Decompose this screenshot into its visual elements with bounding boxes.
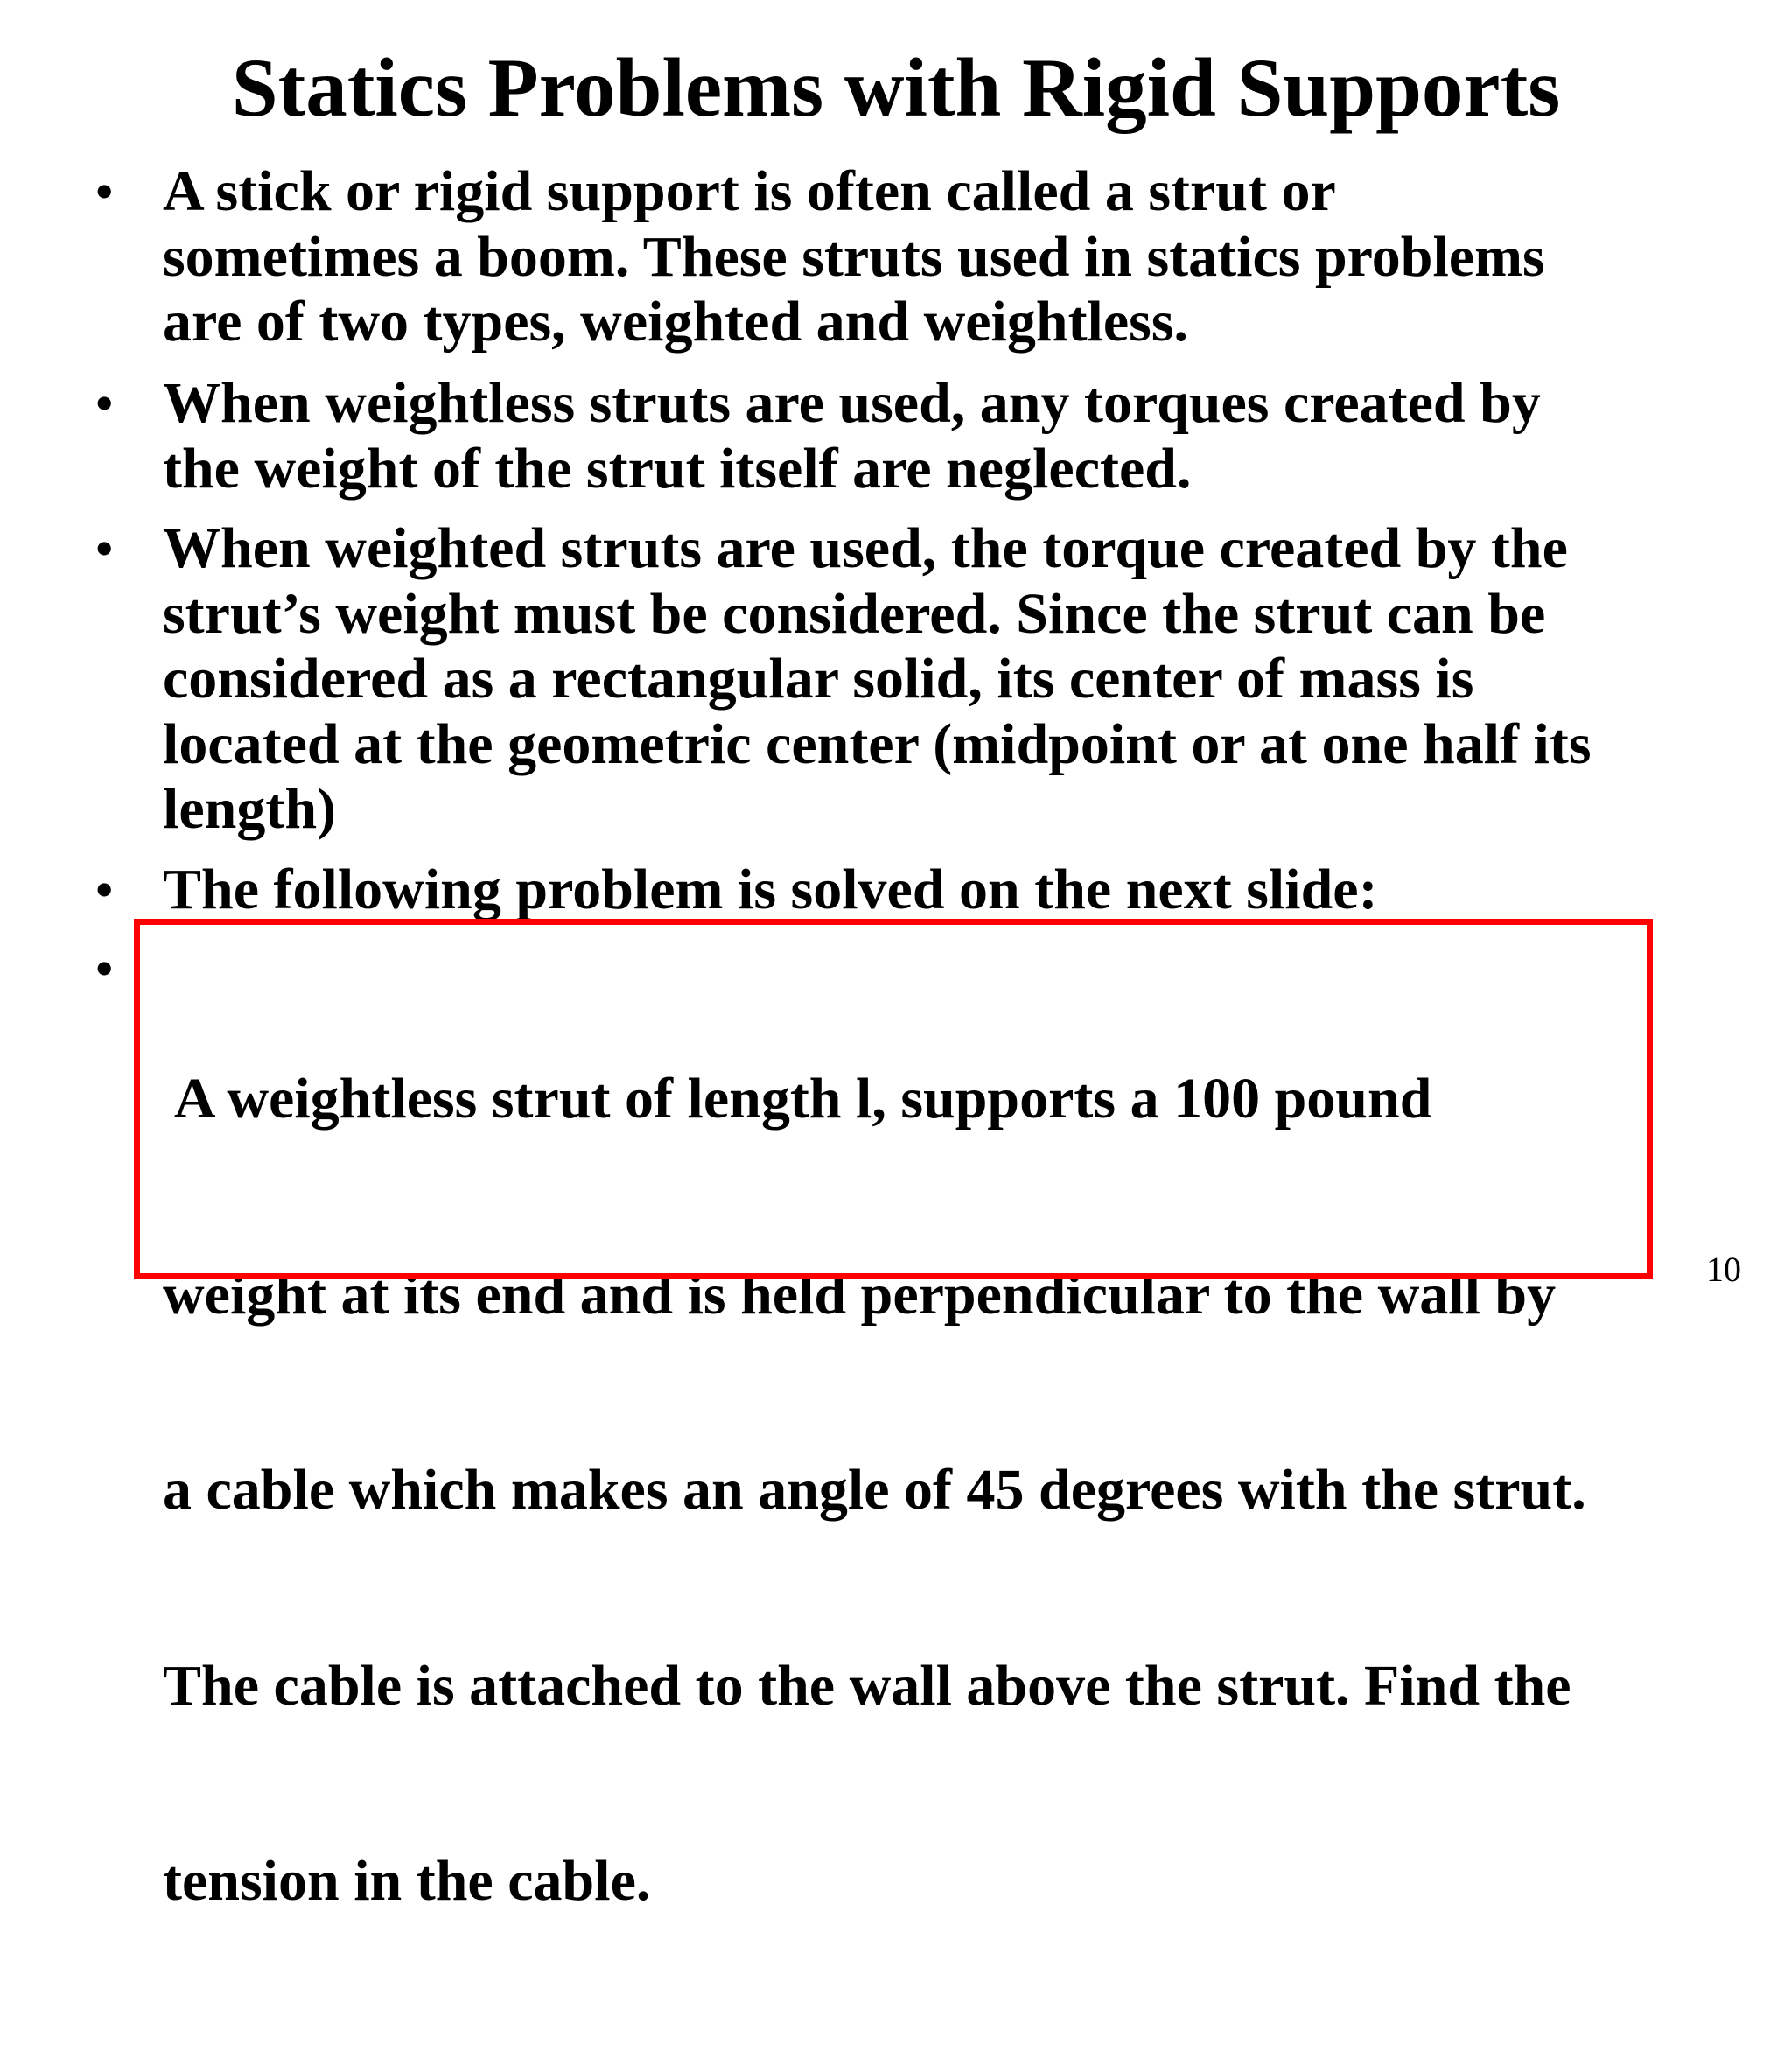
bullet-line: When weighted struts are used, the torque created by the xyxy=(163,516,1568,580)
bullet-icon: • xyxy=(94,372,115,434)
slide-title: Statics Problems with Rigid Supports xyxy=(231,41,1561,134)
bullet-line: tension in the cable. xyxy=(163,1849,651,1913)
bullet-line: the weight of the strut itself are neglected. xyxy=(163,436,1192,501)
bullet-icon: • xyxy=(94,937,115,999)
bullet-icon: • xyxy=(94,858,115,921)
bullet-line: strut’s weight must be considered. Since the strut can be xyxy=(163,581,1546,646)
bullet-line: are of two types, weighted and weightless. xyxy=(163,290,1189,354)
bullet-line: The following problem is solved on the next slide: xyxy=(163,858,1378,921)
bullet-icon: • xyxy=(94,160,115,222)
bullet-line: a cable which makes an angle of 45 degrees with the strut. xyxy=(163,1458,1586,1522)
bullet-line: weight at its end and is held perpendicular to the wall by xyxy=(163,1262,1557,1327)
bullet-line: located at the geometric center (midpoint or at one half its xyxy=(163,711,1592,776)
bullet-line: length) xyxy=(163,777,336,841)
page-number: 10 xyxy=(1706,1250,1741,1289)
bullet-line: The cable is attached to the wall above the strut. Find the xyxy=(163,1653,1572,1718)
bullet-text xyxy=(163,159,1694,355)
bullet-icon: • xyxy=(94,517,115,579)
bullet-text xyxy=(163,516,1694,843)
bullet-line: A weightless strut of length l, supports a 100 pound xyxy=(163,1067,1432,1131)
bullet-text xyxy=(163,371,1694,501)
bullet-line: considered as a rectangular solid, its center of mass is xyxy=(163,647,1474,711)
bullet-line: sometimes a boom. These struts used in statics problems xyxy=(163,224,1545,289)
bullet-line: When weightless struts are used, any torques created by xyxy=(163,371,1541,435)
bullet-line: A stick or rigid support is often called a strut or xyxy=(163,159,1336,223)
bullet-text xyxy=(163,858,1694,923)
problem-highlight-box xyxy=(134,919,1653,1279)
